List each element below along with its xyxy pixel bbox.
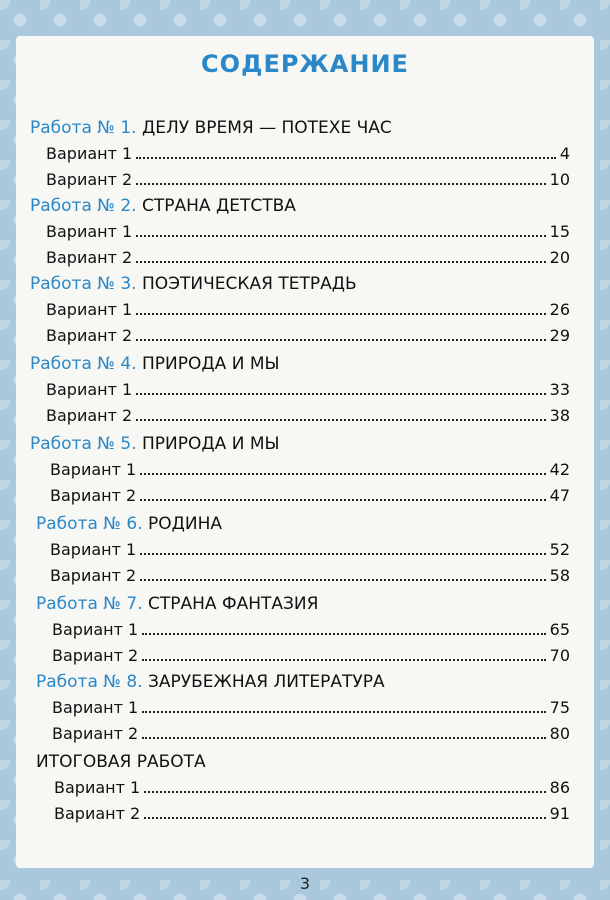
entry-page-number: 4 <box>559 144 570 163</box>
section-title <box>30 434 280 454</box>
toc-entry[interactable] <box>46 222 570 241</box>
section-title <box>30 274 357 294</box>
toc-entry[interactable] <box>50 460 570 479</box>
entry-label: Вариант 1 <box>46 300 133 319</box>
section-name: ИТОГОВАЯ РАБОТА <box>36 752 206 772</box>
section-title <box>36 752 206 772</box>
entry-page-number: 42 <box>549 460 570 479</box>
section-number: Работа № 8. <box>36 672 143 692</box>
entry-label: Вариант 2 <box>46 406 133 425</box>
toc-entry[interactable] <box>46 326 570 345</box>
dot-leader <box>142 632 545 635</box>
entry-page-number: 91 <box>549 804 570 823</box>
section-title <box>36 672 385 692</box>
dot-leader <box>140 578 545 581</box>
entry-page-number: 86 <box>549 778 570 797</box>
dot-leader <box>136 234 545 237</box>
entry-label: Вариант 2 <box>52 646 139 665</box>
entry-label: Вариант 2 <box>52 724 139 743</box>
section-name: ДЕЛУ ВРЕМЯ — ПОТЕХЕ ЧАС <box>142 118 392 138</box>
entry-page-number: 47 <box>549 486 570 505</box>
entry-page-number: 15 <box>549 222 570 241</box>
dot-leader <box>140 472 545 475</box>
toc-entry[interactable] <box>54 804 570 823</box>
section-number: Работа № 4. <box>30 354 137 374</box>
dot-leader <box>144 790 545 793</box>
section-title <box>30 354 280 374</box>
entry-label: Вариант 1 <box>46 380 133 399</box>
entry-page-number: 75 <box>549 698 570 717</box>
toc-entry[interactable] <box>50 486 570 505</box>
toc-entry[interactable] <box>46 406 570 425</box>
section-title <box>36 514 222 534</box>
entry-page-number: 20 <box>549 248 570 267</box>
toc-entry[interactable] <box>46 144 570 163</box>
toc-entry[interactable] <box>52 646 570 665</box>
entry-page-number: 26 <box>549 300 570 319</box>
entry-page-number: 65 <box>549 620 570 639</box>
section-name: ПОЭТИЧЕСКАЯ ТЕТРАДЬ <box>142 274 357 294</box>
toc-entry[interactable] <box>46 170 570 189</box>
entry-label: Вариант 2 <box>46 248 133 267</box>
dot-leader <box>136 418 545 421</box>
entry-page-number: 10 <box>549 170 570 189</box>
toc-entry[interactable] <box>52 698 570 717</box>
entry-page-number: 80 <box>549 724 570 743</box>
section-number: Работа № 6. <box>36 514 143 534</box>
toc-entry[interactable] <box>46 248 570 267</box>
dot-leader <box>136 312 545 315</box>
dot-leader <box>140 498 545 501</box>
section-number: Работа № 2. <box>30 196 137 216</box>
entry-label: Вариант 2 <box>50 486 137 505</box>
section-name: ПРИРОДА И МЫ <box>142 354 280 374</box>
toc-entry[interactable] <box>46 380 570 399</box>
toc-entry[interactable] <box>52 724 570 743</box>
toc-entry[interactable] <box>52 620 570 639</box>
entry-label: Вариант 2 <box>46 170 133 189</box>
entry-page-number: 29 <box>549 326 570 345</box>
entry-page-number: 70 <box>549 646 570 665</box>
entry-page-number: 38 <box>549 406 570 425</box>
entry-label: Вариант 2 <box>54 804 141 823</box>
entry-label: Вариант 1 <box>52 698 139 717</box>
section-name: СТРАНА ДЕТСТВА <box>142 196 296 216</box>
section-title <box>30 118 392 138</box>
section-number: Работа № 7. <box>36 594 143 614</box>
dot-leader <box>136 260 545 263</box>
toc-entry[interactable] <box>50 540 570 559</box>
entry-page-number: 58 <box>549 566 570 585</box>
section-number: Работа № 5. <box>30 434 137 454</box>
toc-entry[interactable] <box>46 300 570 319</box>
section-name: РОДИНА <box>148 514 223 534</box>
dot-leader <box>142 710 545 713</box>
section-title <box>30 196 296 216</box>
dot-leader <box>136 338 545 341</box>
dot-leader <box>142 658 545 661</box>
entry-label: Вариант 1 <box>50 460 137 479</box>
section-name: ЗАРУБЕЖНАЯ ЛИТЕРАТУРА <box>148 672 385 692</box>
dot-leader <box>136 392 545 395</box>
entry-page-number: 33 <box>549 380 570 399</box>
entry-label: Вариант 2 <box>46 326 133 345</box>
section-name: СТРАНА ФАНТАЗИЯ <box>148 594 319 614</box>
dot-leader <box>136 182 545 185</box>
section-number: Работа № 3. <box>30 274 137 294</box>
dot-leader <box>142 736 545 739</box>
dot-leader <box>144 816 545 819</box>
section-number: Работа № 1. <box>30 118 137 138</box>
entry-page-number: 52 <box>549 540 570 559</box>
dot-leader <box>136 156 556 159</box>
page-number: 3 <box>299 874 311 893</box>
entry-label: Вариант 1 <box>54 778 141 797</box>
dot-leader <box>140 552 545 555</box>
entry-label: Вариант 1 <box>52 620 139 639</box>
section-name: ПРИРОДА И МЫ <box>142 434 280 454</box>
page-title: СОДЕРЖАНИЕ <box>201 50 409 78</box>
entry-label: Вариант 1 <box>46 222 133 241</box>
toc-entry[interactable] <box>54 778 570 797</box>
entry-label: Вариант 1 <box>50 540 137 559</box>
toc-entry[interactable] <box>50 566 570 585</box>
entry-label: Вариант 2 <box>50 566 137 585</box>
section-title <box>36 594 318 614</box>
entry-label: Вариант 1 <box>46 144 133 163</box>
